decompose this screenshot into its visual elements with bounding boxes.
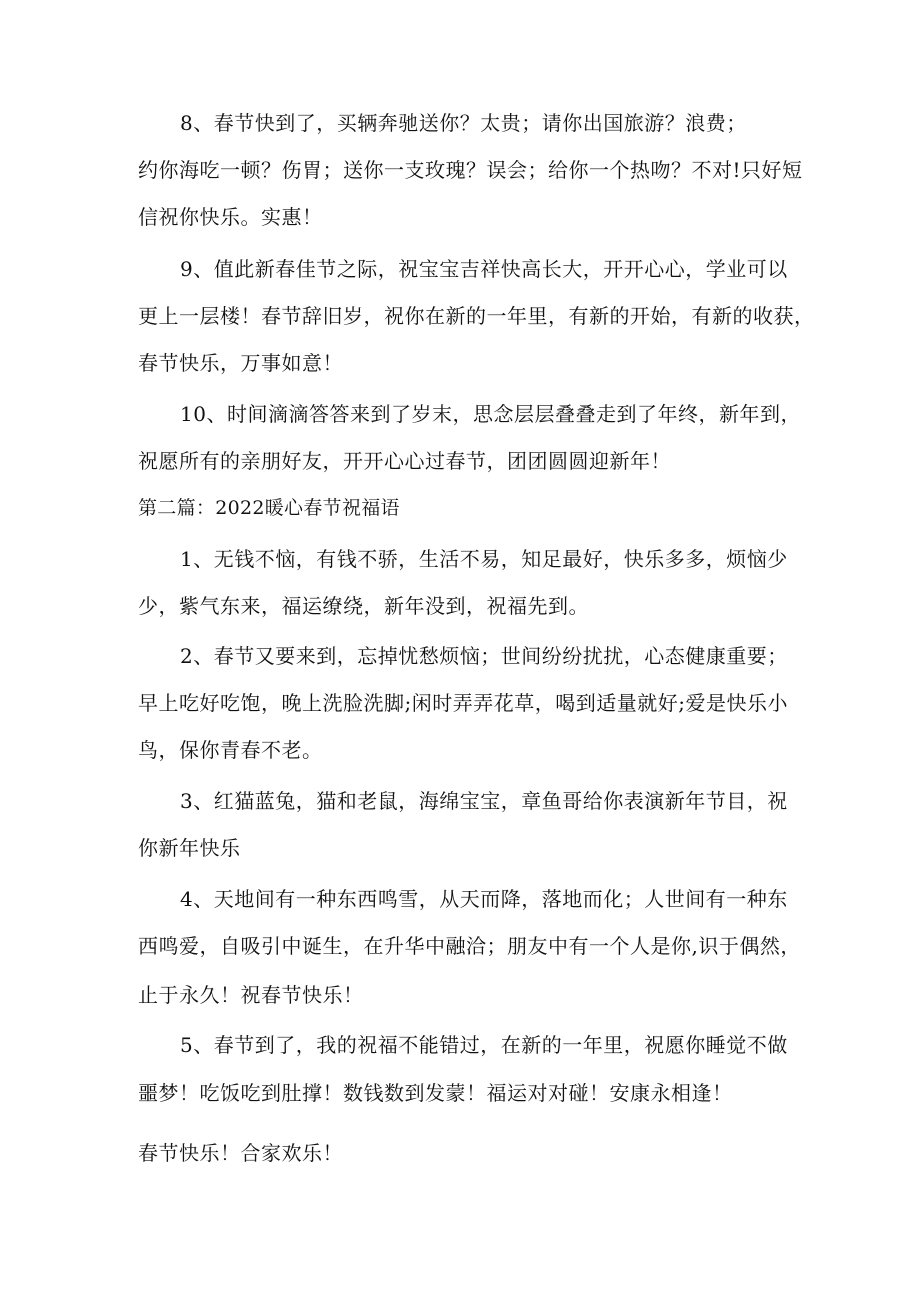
paragraph-3-line-2: 你新年快乐 bbox=[138, 836, 241, 860]
paragraph-10-line-1: 10、时间滴滴答答来到了岁末，思念层层叠叠走到了年终，新年到， bbox=[180, 402, 801, 426]
paragraph-9-line-1: 9、值此新春佳节之际，祝宝宝吉祥快高长大，开开心心，学业可以 bbox=[180, 257, 788, 281]
paragraph-4-line-2: 西鸣爱，自吸引中诞生，在升华中融洽；朋友中有一个人是你,识于偶然， bbox=[138, 934, 801, 958]
section-heading: 第二篇：2022暖心春节祝福语 bbox=[138, 497, 400, 519]
paragraph-2-line-2: 早上吃好吃饱，晚上洗脸洗脚;闲时弄弄花草，喝到适量就好;爱是快乐小 bbox=[138, 691, 788, 715]
paragraph-1-line-2: 少，紫气东来，福运缭绕，新年没到，祝福先到。 bbox=[138, 594, 589, 618]
paragraph-8-line-2: 约你海吃一顿？伤胃；送你一支玫瑰？误会；给你一个热吻？不对!只好短 bbox=[138, 158, 803, 182]
paragraph-1-line-1: 1、无钱不恼，有钱不骄，生活不易，知足最好，快乐多多，烦恼少 bbox=[180, 547, 788, 571]
paragraph-2-line-3: 鸟，保你青春不老。 bbox=[138, 738, 323, 762]
paragraph-5-line-1: 5、春节到了，我的祝福不能错过，在新的一年里，祝愿你睡觉不做 bbox=[180, 1033, 788, 1057]
paragraph-8-line-3: 信祝你快乐。实惠！ bbox=[138, 205, 323, 229]
paragraph-2-line-1: 2、春节又要来到，忘掉忧愁烦恼；世间纷纷扰扰，心态健康重要； bbox=[180, 644, 788, 668]
paragraph-3-line-1: 3、红猫蓝兔，猫和老鼠，海绵宝宝，章鱼哥给你表演新年节目，祝 bbox=[180, 789, 788, 813]
paragraph-4-line-3: 止于永久！祝春节快乐！ bbox=[138, 983, 364, 1007]
paragraph-9-line-3: 春节快乐，万事如意！ bbox=[138, 351, 343, 375]
paragraph-8-line-1: 8、春节快到了，买辆奔驰送你？太贵；请你出国旅游？浪费； bbox=[180, 111, 747, 135]
paragraph-4-line-1: 4、天地间有一种东西鸣雪，从天而降，落地而化；人世间有一种东 bbox=[180, 887, 788, 911]
paragraph-5-line-2: 噩梦！吃饭吃到肚撑！数钱数到发蒙！福运对对碰！安康永相逢！ bbox=[138, 1081, 733, 1105]
paragraph-9-line-2: 更上一层楼！春节辞旧岁，祝你在新的一年里，有新的开始，有新的收获， bbox=[138, 304, 815, 328]
closing-line: 春节快乐！合家欢乐！ bbox=[138, 1141, 343, 1165]
paragraph-10-line-2: 祝愿所有的亲朋好友，开开心心过春节，团团圆圆迎新年！ bbox=[138, 449, 671, 473]
